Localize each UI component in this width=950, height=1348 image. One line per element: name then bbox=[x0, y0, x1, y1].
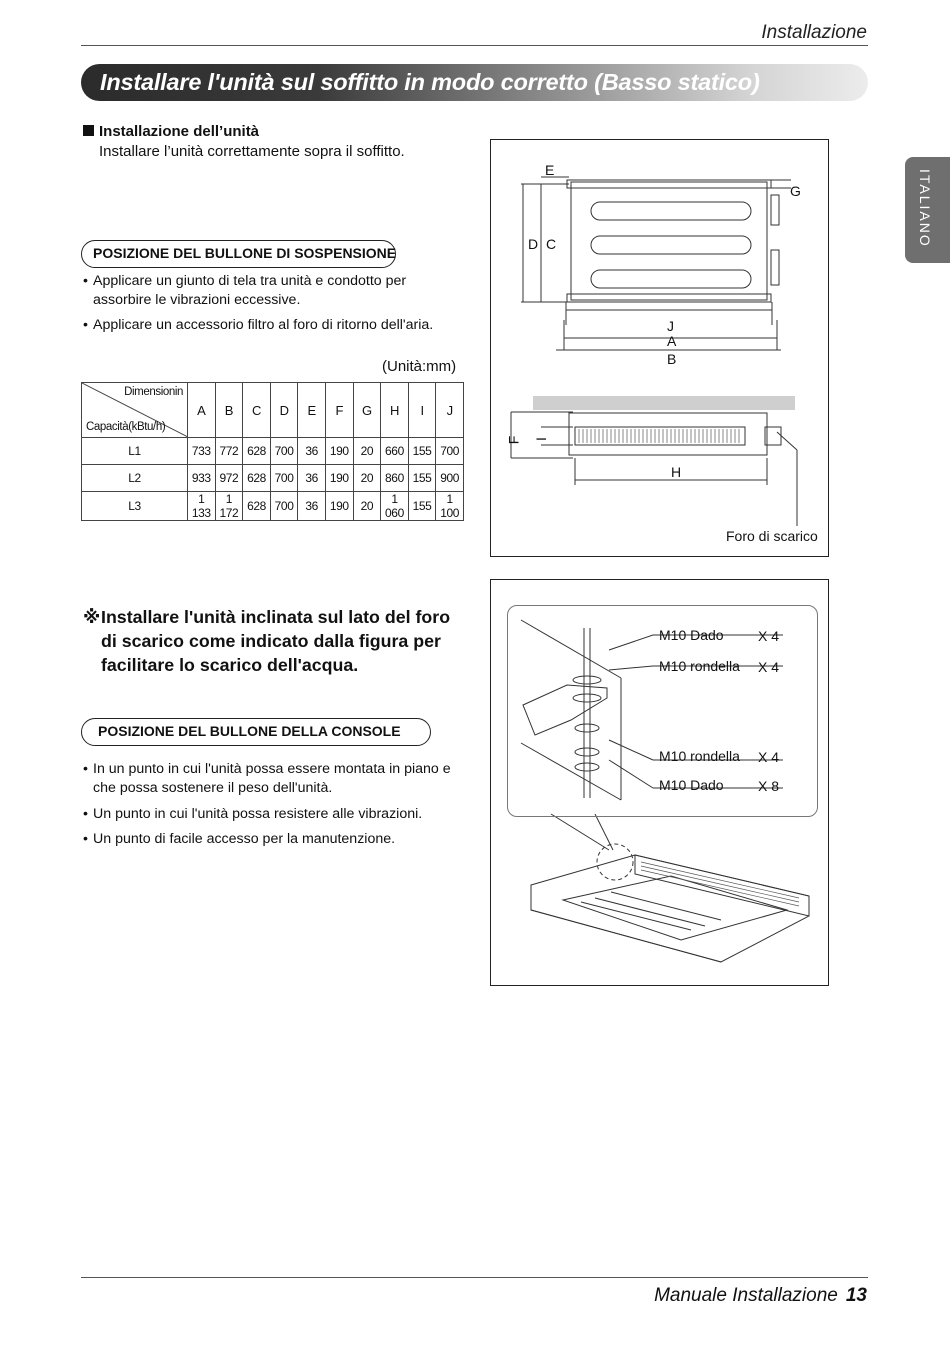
dim-label-f: F bbox=[505, 435, 522, 445]
bullet-text: Un punto in cui l'unità possa resistere alle vibrazioni. bbox=[93, 806, 423, 822]
bullet-text: assorbire le vibrazioni eccessive. bbox=[93, 292, 301, 308]
part-name: M10 rondella bbox=[659, 658, 740, 674]
table-cell: 36 bbox=[298, 465, 326, 492]
column-header: C bbox=[243, 383, 271, 438]
row-label: L1 bbox=[82, 438, 188, 465]
bullet-text: In un punto in cui l'unità possa essere montata in piano e bbox=[93, 761, 451, 777]
corner-bottom-label: Capacità(kBtu/h) bbox=[86, 421, 166, 433]
table-cell: 700 bbox=[436, 438, 464, 465]
unit-install-title: Installazione dell’unità bbox=[99, 123, 260, 140]
square-bullet-icon bbox=[83, 125, 94, 136]
column-header: H bbox=[381, 383, 409, 438]
suspension-heading: POSIZIONE DEL BULLONE DI SOSPENSIONE bbox=[81, 240, 396, 268]
column-header: I bbox=[408, 383, 436, 438]
dim-label-c: C bbox=[546, 236, 557, 252]
table-cell: 190 bbox=[325, 465, 353, 492]
dim-label-g: G bbox=[790, 183, 801, 199]
table-cell: 1 060 bbox=[381, 492, 409, 521]
console-bullet: • Un punto in cui l'unità possa resistere alle vibrazioni. bbox=[83, 806, 423, 822]
table-cell: 900 bbox=[436, 465, 464, 492]
table-cell: 190 bbox=[325, 492, 353, 521]
dim-label-d: D bbox=[528, 236, 539, 252]
table-cell: 1 100 bbox=[436, 492, 464, 521]
table-row bbox=[82, 465, 464, 492]
column-header: A bbox=[188, 383, 216, 438]
table-cell: 20 bbox=[353, 492, 381, 521]
table-cell: 700 bbox=[270, 492, 298, 521]
corner-top-label: Dimensionin bbox=[124, 386, 183, 398]
column-header: F bbox=[325, 383, 353, 438]
bullet-text: Un punto di facile accesso per la manutenzione. bbox=[93, 831, 396, 847]
table-cell: 772 bbox=[215, 438, 243, 465]
part-qty: X 4 bbox=[758, 659, 780, 675]
column-header: G bbox=[353, 383, 381, 438]
part-qty: X 4 bbox=[758, 628, 780, 644]
column-header: D bbox=[270, 383, 298, 438]
part-name: M10 Dado bbox=[659, 777, 724, 793]
table-cell: 1 133 bbox=[188, 492, 216, 521]
table-cell: 155 bbox=[408, 465, 436, 492]
dim-label-e: E bbox=[545, 162, 555, 178]
row-label: L2 bbox=[82, 465, 188, 492]
dim-label-h: H bbox=[671, 464, 682, 480]
table-corner-cell bbox=[82, 383, 188, 438]
dimension-figure bbox=[490, 139, 829, 557]
unit-install-heading bbox=[83, 123, 259, 140]
suspension-bullet: • Applicare un accessorio filtro al foro di ritorno dell'aria. bbox=[83, 317, 434, 333]
title-banner bbox=[81, 64, 868, 101]
dim-label-b: B bbox=[667, 351, 677, 367]
part-name: M10 Dado bbox=[659, 627, 724, 643]
part-qty: X 4 bbox=[758, 749, 780, 765]
dim-label-j: J bbox=[667, 318, 674, 334]
table-header-row bbox=[82, 383, 464, 438]
page-title: Installare l'unità sul soffitto in modo corretto (Basso statico) bbox=[100, 69, 760, 95]
incline-note bbox=[83, 605, 463, 677]
table-cell: 700 bbox=[270, 438, 298, 465]
table-cell: 36 bbox=[298, 438, 326, 465]
table-cell: 20 bbox=[353, 465, 381, 492]
header-section-title: Installazione bbox=[761, 22, 867, 43]
incline-note-text: Installare l'unità inclinata sul lato del foro di scarico come indicato dalla figura per facilitare lo scarico dell'acqua. bbox=[101, 607, 451, 675]
page-number: 13 bbox=[845, 1285, 867, 1306]
footer-rule bbox=[81, 1277, 868, 1278]
table-cell: 190 bbox=[325, 438, 353, 465]
bullet-text: che possa sostenere il peso dell'unità. bbox=[93, 780, 333, 796]
table-cell: 628 bbox=[243, 492, 271, 521]
row-label: L3 bbox=[82, 492, 188, 521]
drain-hole-label: Foro di scarico bbox=[726, 528, 818, 544]
part-qty: X 8 bbox=[758, 778, 780, 794]
reference-mark: ※ bbox=[83, 607, 101, 627]
bullet-text: Applicare un accessorio filtro al foro di ritorno dell'aria. bbox=[93, 317, 434, 333]
console-bullet: • In un punto in cui l'unità possa essere montata in piano e che possa sostenere il peso dell'unità. bbox=[83, 760, 473, 798]
language-tab bbox=[905, 157, 950, 263]
table-row bbox=[82, 438, 464, 465]
bullet-text: Applicare un giunto di tela tra unità e condotto per bbox=[93, 273, 407, 289]
unit-dimension-drawing bbox=[491, 140, 828, 556]
console-heading: POSIZIONE DEL BULLONE DELLA CONSOLE bbox=[81, 718, 431, 746]
table-cell: 628 bbox=[243, 465, 271, 492]
table-cell: 700 bbox=[270, 465, 298, 492]
console-bullet: • Un punto di facile accesso per la manutenzione. bbox=[83, 831, 396, 847]
header-rule bbox=[81, 45, 868, 46]
unit-install-text: Installare l’unità correttamente sopra il soffitto. bbox=[99, 143, 405, 160]
table-cell: 1 172 bbox=[215, 492, 243, 521]
dim-label-i: I bbox=[532, 437, 549, 441]
footer bbox=[654, 1285, 867, 1307]
table-cell: 972 bbox=[215, 465, 243, 492]
dim-label-a: A bbox=[667, 333, 677, 349]
table-cell: 660 bbox=[381, 438, 409, 465]
column-header: E bbox=[298, 383, 326, 438]
manual-name: Manuale Installazione bbox=[654, 1285, 838, 1306]
table-cell: 155 bbox=[408, 492, 436, 521]
table-cell: 733 bbox=[188, 438, 216, 465]
table-cell: 20 bbox=[353, 438, 381, 465]
units-label: (Unità:mm) bbox=[382, 358, 457, 375]
suspension-bullet: • Applicare un giunto di tela tra unità e condotto per assorbire le vibrazioni eccessive. bbox=[83, 272, 473, 310]
bolt-figure bbox=[490, 579, 829, 986]
dimension-table bbox=[81, 382, 464, 521]
table-cell: 36 bbox=[298, 492, 326, 521]
table-cell: 155 bbox=[408, 438, 436, 465]
column-header: B bbox=[215, 383, 243, 438]
table-row bbox=[82, 492, 464, 521]
table-cell: 860 bbox=[381, 465, 409, 492]
language-tab-label: ITALIANO bbox=[917, 169, 933, 248]
table-cell: 628 bbox=[243, 438, 271, 465]
part-name: M10 rondella bbox=[659, 748, 740, 764]
column-header: J bbox=[436, 383, 464, 438]
table-cell: 933 bbox=[188, 465, 216, 492]
